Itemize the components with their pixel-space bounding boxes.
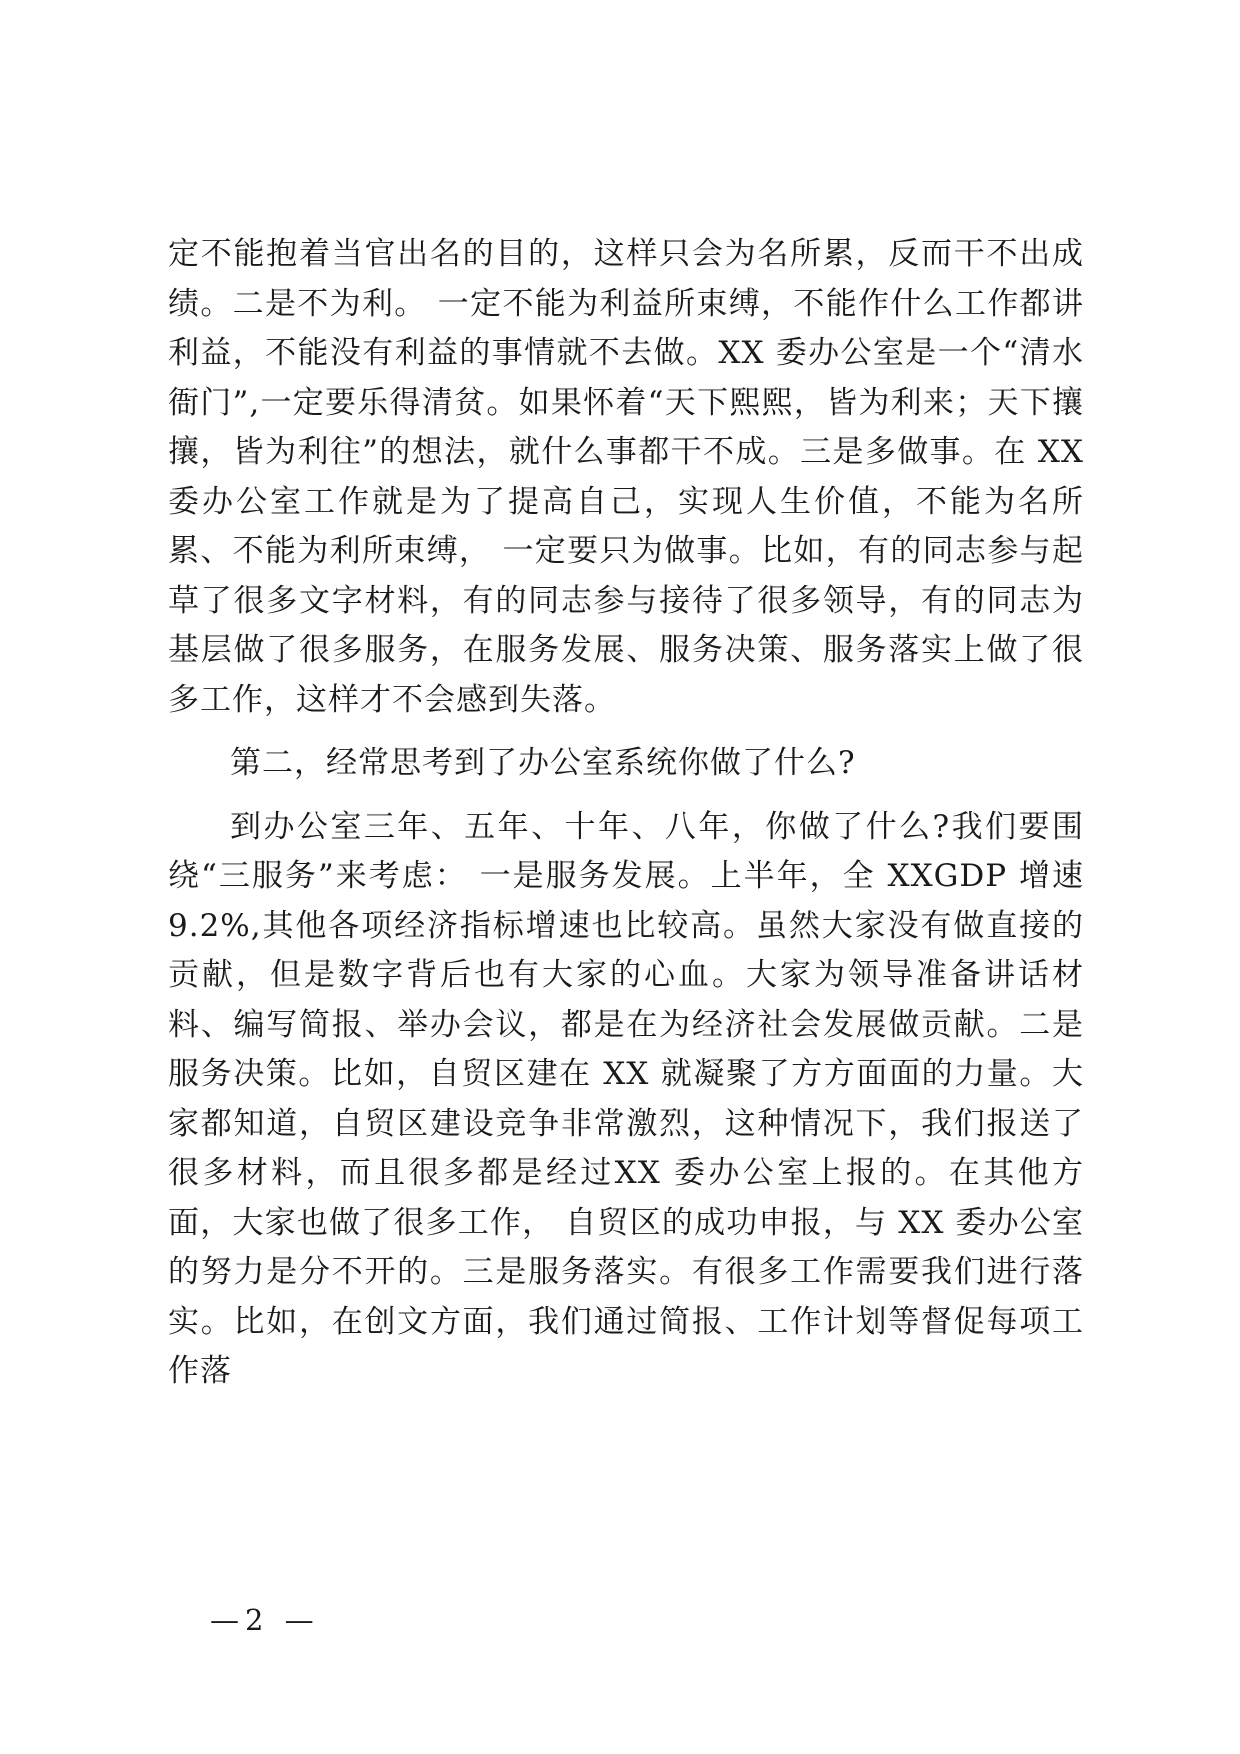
page-number: —2 —	[210, 1603, 320, 1637]
paragraph-1: 定不能抱着当官出名的目的，这样只会为名所累，反而干不出成绩。二是不为利。 一定不能为利益所束缚，不能作什么工作都讲利益，不能没有利益的事情就不去做。XX 委办公室是一个“清水衙门”,一定要乐得清贫。如果怀着“天下熙熙，皆为利来；天下攘攘，皆为利往”的想法，就什么事都干不成。三是多做事。在 XX 委办公室工作就是为了提高自己，实现人生价值，不能为名所累、不能为利所束缚， 一定要只为做事。比如，有的同志参与起草了很多文字材料，有的同志参与接待了很多领导，有的同志为基层做了很多服务，在服务发展、服务决策、服务落实上做了很多工作，这样才不会感到失落。	[168, 236, 1084, 718]
document-body	[168, 230, 1084, 1397]
paragraph-2-heading: 第二，经常思考到了办公室系统你做了什么?	[230, 745, 856, 781]
paragraph-3: 到办公室三年、五年、十年、八年，你做了什么?我们要围绕“三服务”来考虑： 一是服务发展。上半年，全 XXGDP 增速 9.2%,其他各项经济指标增速也比较高。虽然大家没有做直接的贡献，但是数字背后也有大家的心血。大家为领导准备讲话材料、编写简报、举办会议，都是在为经济社会发展做贡献。二是服务决策。比如，自贸区建在 XX 就凝聚了方方面面的力量。大家都知道，自贸区建设竞争非常激烈，这种情况下，我们报送了很多材料，而且很多都是经过XX 委办公室上报的。在其他方面，大家也做了很多工作， 自贸区的成功申报，与 XX 委办公室的努力是分不开的。三是服务落实。有很多工作需要我们进行落实。比如，在创文方面，我们通过简报、工作计划等督促每项工作落	[168, 808, 1084, 1389]
